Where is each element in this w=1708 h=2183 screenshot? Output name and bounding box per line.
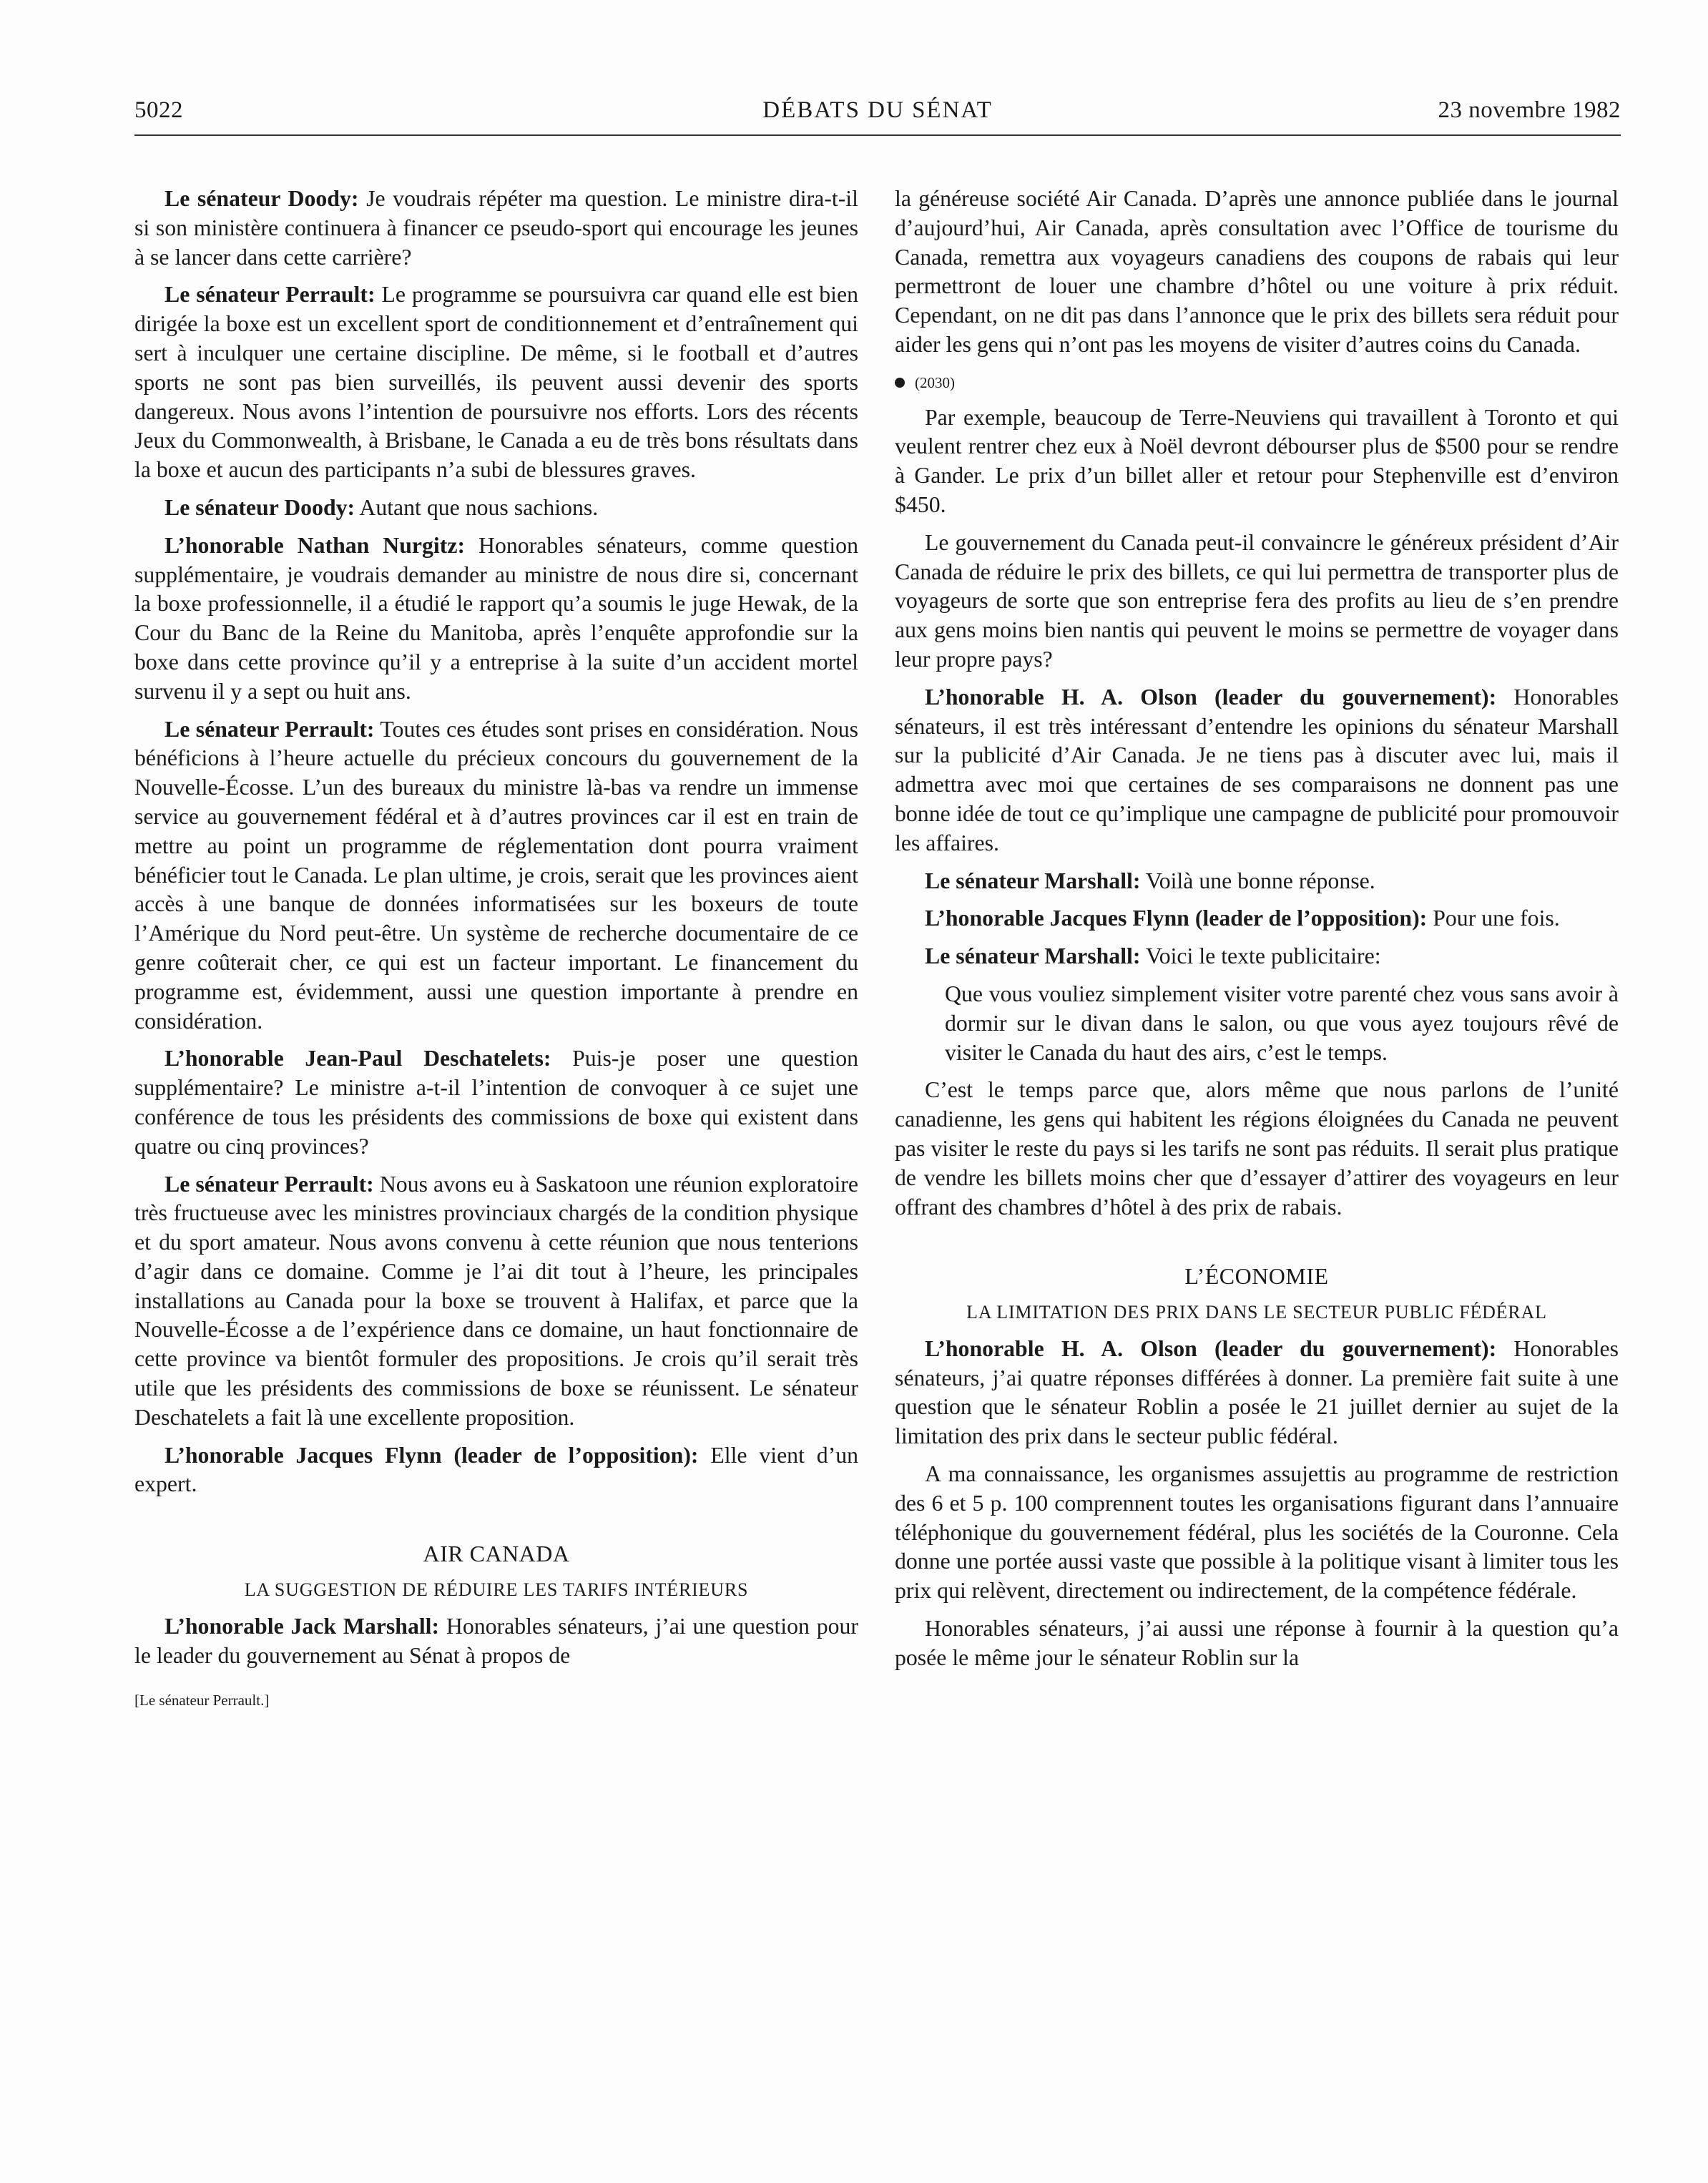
subsection-heading: LA SUGGESTION DE RÉDUIRE LES TARIFS INTÉRIEURS — [244, 1579, 749, 1601]
page-header — [134, 97, 1621, 136]
section-heading: AIR CANADA — [423, 1541, 570, 1567]
paragraph-text: Toutes ces études sont prises en considération. Nous bénéficions à l’heure actuelle du précieux concours du gouvernement de la Nouvelle-Écosse. L’un des bureaux du ministre là-bas va rendre un immense service au gouvernement fédéral et à d’autres provinces car il est en train de mettre au point un programme de réglementation dont pourra vraiment bénéficier tout le Canada. Le plan ultime, je crois, serait que les provinces aient accès à une banque de données informatisées sur les boxeurs de toute l’Amérique du Nord peut-être. Un système de recherche documentaire de ce genre coûterait cher, ce qui est un facteur important. Le financement du programme est, évidemment, aussi une question importante à prendre en considération. — [134, 716, 859, 1034]
paragraph — [895, 683, 1619, 858]
paragraph — [134, 531, 858, 707]
bullet-icon — [895, 378, 905, 388]
speaker-name: L’honorable Jack Marshall: — [165, 1613, 440, 1639]
paragraph — [134, 1170, 858, 1433]
speaker-name: L’honorable H. A. Olson (leader du gouvernement): — [925, 684, 1497, 710]
paragraph-text: Honorables sénateurs, il est très intéressant d’entendre les opinions du sénateur Marshall sur la publicité d’Air Canada. Je ne tiens pas à discuter avec lui, mais il admettra avec moi que certaines de ses comparaisons ne donnent pas une bonne idée de tout ce qu’implique une campagne de publicité pour promouvoir les affaires. — [895, 684, 1619, 855]
paragraph — [895, 1335, 1619, 1451]
paragraph-text: Le programme se poursuivra car quand elle est bien dirigée la boxe est un excellent sport de conditionnement et d’entraînement qui sert à inculquer une certaine discipline. De même, si le football et d’autres sports ne sont pas bien surveillés, ils peuvent aussi devenir des sports dangereux. Nous avons l’intention de poursuivre nos efforts. Lors des récents Jeux du Commonwealth, à Brisbane, le Canada a eu de très bons résultats dans la boxe et aucun des participants n’a subi de blessures graves. — [134, 282, 858, 483]
paragraph-text: Elle vient d’un expert. — [134, 1442, 858, 1497]
paragraph-text: Voilà une bonne réponse. — [1140, 868, 1375, 893]
paragraph — [895, 867, 1619, 896]
paragraph — [895, 1460, 1619, 1606]
quoted-advertisement: Que vous vouliez simplement visiter votre parenté chez vous sans avoir à dormir sur le divan dans le salon, ou que vous ayez toujours rêvé de visiter le Canada du haut des airs, c’est le temps. — [945, 981, 1619, 1065]
speaker-name: Le sénateur Marshall: — [925, 943, 1141, 969]
paragraph-text: A ma connaissance, les organismes assujettis au programme de restriction des 6 et 5 p. 100 comprennent toutes les organisations figurant dans l’annuaire téléphonique du gouvernement fédéral, plus les sociétés de la Couronne. Cela donne une portée aussi vaste que possible à la politique visant à limiter tous les prix qui relèvent, directement ou indirectement, de la compétence fédérale. — [895, 1461, 1619, 1604]
right-column — [895, 185, 1619, 1682]
paragraph — [895, 1076, 1619, 1222]
publication-title: DÉBATS DU SÉNAT — [762, 97, 993, 123]
paragraph-text: Puis-je poser une question supplémentaire? Le ministre a-t-il l’intention de convoquer à ce sujet une conférence de tous les présidents des commissions de boxe qui existent dans quatre ou cinq provinces? — [134, 1046, 859, 1159]
left-column — [134, 185, 858, 1730]
paragraph — [895, 904, 1619, 933]
paragraph-text: Honorables sénateurs, j’ai quatre réponses différées à donner. La première fait suite à une question que le sénateur Roblin a posée le 21 juillet dernier au sujet de la limitation des prix dans le secteur public fédéral. — [895, 1335, 1619, 1449]
speaker-name: L’honorable H. A. Olson (leader du gouvernement): — [925, 1335, 1497, 1361]
paragraph — [895, 529, 1619, 674]
section-heading: L’ÉCONOMIE — [1184, 1263, 1329, 1290]
speaker-name: Le sénateur Perrault: — [165, 282, 376, 308]
paragraph-text: Voici le texte publicitaire: — [1140, 943, 1381, 969]
paragraph — [134, 715, 858, 1036]
paragraph — [895, 1614, 1619, 1673]
subsection-heading: LA LIMITATION DES PRIX DANS LE SECTEUR PUBLIC FÉDÉRAL — [966, 1302, 1547, 1323]
paragraph-text: Je voudrais répéter ma question. Le ministre dira-t-il si son ministère continuera à financer ce pseudo-sport qui encourage les jeunes à se lancer dans cette carrière? — [134, 186, 858, 270]
page-number: 5022 — [134, 97, 183, 123]
speaker-name: L’honorable Jean-Paul Deschatelets: — [165, 1046, 551, 1071]
paragraph-text: C’est le temps parce que, alors même que nous parlons de l’unité canadienne, les gens qui habitent les régions éloignées du Canada ne peuvent pas visiter le reste du pays si les tarifs ne sont pas réduits. Il serait plus pratique de vendre les billets moins cher que d’essayer d’attirer des voyageurs en leur offrant des chambres d’hôtel à des prix de rabais. — [895, 1077, 1619, 1220]
speaker-name: Le sénateur Doody: — [165, 186, 359, 211]
speaker-name: Le sénateur Perrault: — [165, 1171, 374, 1197]
paragraph-text: la généreuse société Air Canada. D’après une annonce publiée dans le journal d’aujourd’hui, Air Canada, après consultation avec l’Office de tourisme du Canada, remettra aux voyageurs canadiens des coupons de rabais qui leur permettront de louer une chambre d’hôtel ou une voiture à prix réduit. Cependant, on ne dit pas dans l’annonce que le prix des billets sera réduit pour aider les gens qui n’ont pas les moyens de visiter d’autres coins du Canada. — [895, 186, 1619, 357]
paragraph — [895, 403, 1619, 520]
paragraph-text: Nous avons eu à Saskatoon une réunion exploratoire très fructueuse avec les ministres provinciaux chargés de la condition physique et du sport amateur. Nous avons convenu à cette réunion que nous tenterions d’agir dans ce domaine. Comme je l’ai dit tout à l’heure, les principales installations au Canada pour la boxe se trouvent à Halifax, et parce que la Nouvelle-Écosse a de l’expérience dans ce domaine, un haut fonctionnaire de cette province va bientôt formuler des propositions. Je crois qu’il serait très utile que les présidents des commissions de boxe se réunissent. Le sénateur Deschatelets a fait là une excellente proposition. — [134, 1171, 858, 1430]
paragraph — [134, 1441, 858, 1500]
time-marker — [895, 368, 1619, 398]
speaker-name: L’honorable Nathan Nurgitz: — [165, 532, 466, 558]
paragraph-text: Honorables sénateurs, j’ai une question pour le leader du gouvernement au Sénat à propos de — [134, 1613, 859, 1668]
publication-date: 23 novembre 1982 — [1438, 97, 1621, 123]
paragraph — [134, 280, 858, 485]
speaker-name: L’honorable Jacques Flynn (leader de l’opposition): — [165, 1442, 699, 1468]
paragraph — [895, 942, 1619, 971]
paragraph — [895, 185, 1619, 360]
speaker-name: Le sénateur Marshall: — [925, 868, 1141, 893]
speaker-name: Le sénateur Perrault: — [165, 716, 375, 742]
paragraph-text: Honorables sénateurs, j’ai aussi une réponse à fournir à la question qu’a posée le même jour le sénateur Roblin sur la — [895, 1616, 1619, 1670]
paragraph — [134, 1044, 858, 1161]
paragraph-text: Le gouvernement du Canada peut-il convaincre le généreux président d’Air Canada de réduire le prix des billets, ce qui lui permettra de transporter plus de voyageurs de sorte que son entreprise fera des profits au lieu de s’en prendre aux gens moins bien nantis qui peuvent le moins se permettre de voyager dans leur propre pays? — [895, 529, 1619, 672]
paragraph-text: Pour une fois. — [1427, 906, 1560, 931]
paragraph — [134, 185, 858, 272]
speaker-name: Le sénateur Doody: — [165, 494, 355, 520]
paragraph-text: Autant que nous sachions. — [355, 494, 599, 520]
time-marker-text: (2030) — [915, 373, 955, 391]
paragraph — [134, 1612, 858, 1671]
paragraph-text: Honorables sénateurs, comme question supplémentaire, je voudrais demander au ministre de nous dire si, concernant la boxe professionnelle, il a étudié le rapport qu’a soumis le juge Hewak, de la Cour du Banc de la Reine du Manitoba, après l’enquête approfondie sur la boxe dans cette province qu’il y a entreprise à la suite d’un accident mortel survenu il y a sept ou huit ans. — [134, 532, 858, 704]
continuation-note: [Le sénateur Perrault.] — [134, 1692, 270, 1709]
paragraph-text: Par exemple, beaucoup de Terre-Neuviens qui travaillent à Toronto et qui veulent rentrer chez eux à Noël devront débourser plus de $500 pour se rendre à Gander. Le prix d’un billet aller et retour pour Stephenville est d’environ $450. — [895, 404, 1619, 517]
speaker-name: L’honorable Jacques Flynn (leader de l’opposition): — [925, 906, 1428, 931]
paragraph — [134, 494, 858, 523]
